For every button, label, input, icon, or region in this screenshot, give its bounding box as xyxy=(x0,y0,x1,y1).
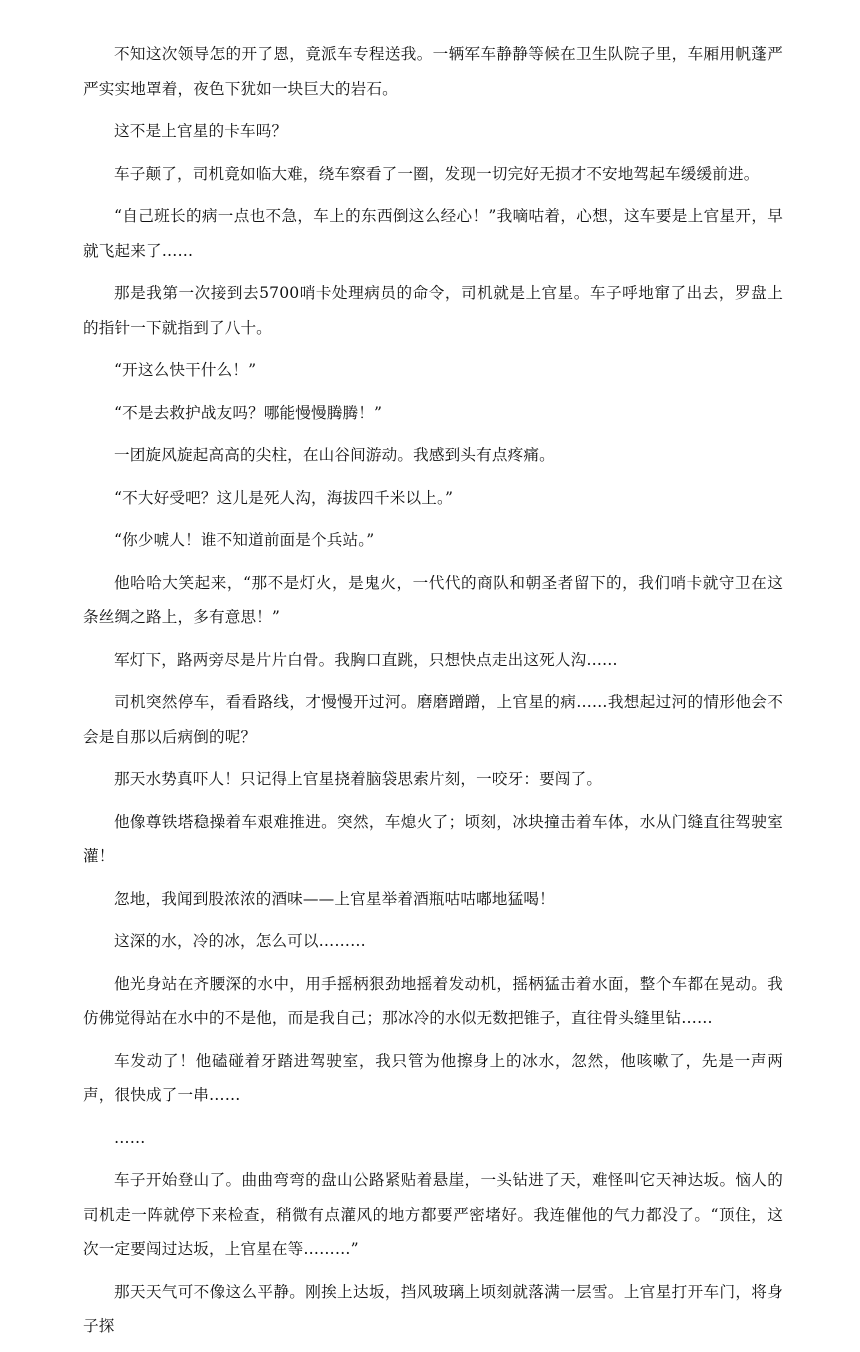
paragraph: “不是去救护战友吗？哪能慢慢腾腾！” xyxy=(114,403,383,422)
paragraph: “开这么快干什么！” xyxy=(114,361,257,379)
ellipsis-paragraph: …… xyxy=(114,1128,146,1147)
paragraph: 不知这次领导怎的开了恩，竟派车专程送我。一辆军车静静等候在卫生队院子里，车厢用帆蓬严严实实地罩着，夜色下犹如一块巨大的岩石。 xyxy=(83,45,783,98)
paragraph: 那天天气可不像这么平静。刚挨上达坂，挡风玻璃上顷刻就落满一层雪。上官星打开车门，将身子探 xyxy=(83,1282,783,1335)
paragraph: 这深的水，冷的冰，怎么可以……… xyxy=(114,932,366,950)
paragraph: 他光身站在齐腰深的水中，用手摇柄狠劲地摇着发动机，摇柄猛击着水面，整个车都在晃动。我仿佛觉得站在水中的不是他，而是我自己；那冰冷的水似无数把锥子，直往骨头缝里钻…… xyxy=(83,974,783,1027)
paragraph: “自己班长的病一点也不急，车上的东西倒这么经心！”我嘀咕着，心想，这车要是上官星开，早就飞起来了…… xyxy=(83,207,783,260)
paragraph: 司机突然停车，看看路线，才慢慢开过河。磨磨蹭蹭，上官星的病……我想起过河的情形他会不会是自那以后病倒的呢？ xyxy=(83,693,783,746)
paragraph: 这不是上官星的卡车吗？ xyxy=(114,122,288,140)
paragraph: “你少唬人！谁不知道前面是个兵站。” xyxy=(114,531,375,549)
paragraph: 军灯下，路两旁尽是片片白骨。我胸口直跳，只想快点走出这死人沟…… xyxy=(114,650,618,669)
paragraph: “不大好受吧？这儿是死人沟，海拔四千米以上。” xyxy=(114,488,454,507)
paragraph: 车发动了！他磕碰着牙踏进驾驶室，我只管为他擦身上的冰水，忽然，他咳嗽了，先是一声两声，很快成了一串…… xyxy=(83,1051,783,1104)
article-body xyxy=(83,37,783,1352)
paragraph: 车子颠了，司机竟如临大难，绕车察看了一圈，发现一切完好无损才不安地驾起车缓缓前进。 xyxy=(114,164,760,183)
paragraph: 他哈哈大笑起来，“那不是灯火，是鬼火，一代代的商队和朝圣者留下的，我们哨卡就守卫在这条丝绸之路上，多有意思！” xyxy=(83,573,783,626)
paragraph: 他像尊铁塔稳操着车艰难推进。突然，车熄火了；顷刻，冰块撞击着车体，水从门缝直往驾驶室灌！ xyxy=(83,812,783,865)
paragraph: 那是我第一次接到去5700哨卡处理病员的命令，司机就是上官星。车子呼地窜了出去，罗盘上的指针一下就指到了八十。 xyxy=(83,284,783,337)
paragraph: 那天水势真吓人！只记得上官星挠着脑袋思索片刻，一咬牙：要闯了。 xyxy=(114,770,603,788)
paragraph: 一团旋风旋起高高的尖柱，在山谷间游动。我感到头有点疼痛。 xyxy=(114,446,555,464)
paragraph: 车子开始登山了。曲曲弯弯的盘山公路紧贴着悬崖，一头钻进了天，难怪叫它天神达坂。恼人的司机走一阵就停下来检查，稍微有点灌风的地方都要严密堵好。我连催他的气力都没了。“顶住，这次一定要闯过达坂，上官星在等………” xyxy=(83,1171,783,1258)
paragraph: 忽地，我闻到股浓浓的酒味——上官星举着酒瓶咕咕嘟地猛喝！ xyxy=(114,889,555,908)
